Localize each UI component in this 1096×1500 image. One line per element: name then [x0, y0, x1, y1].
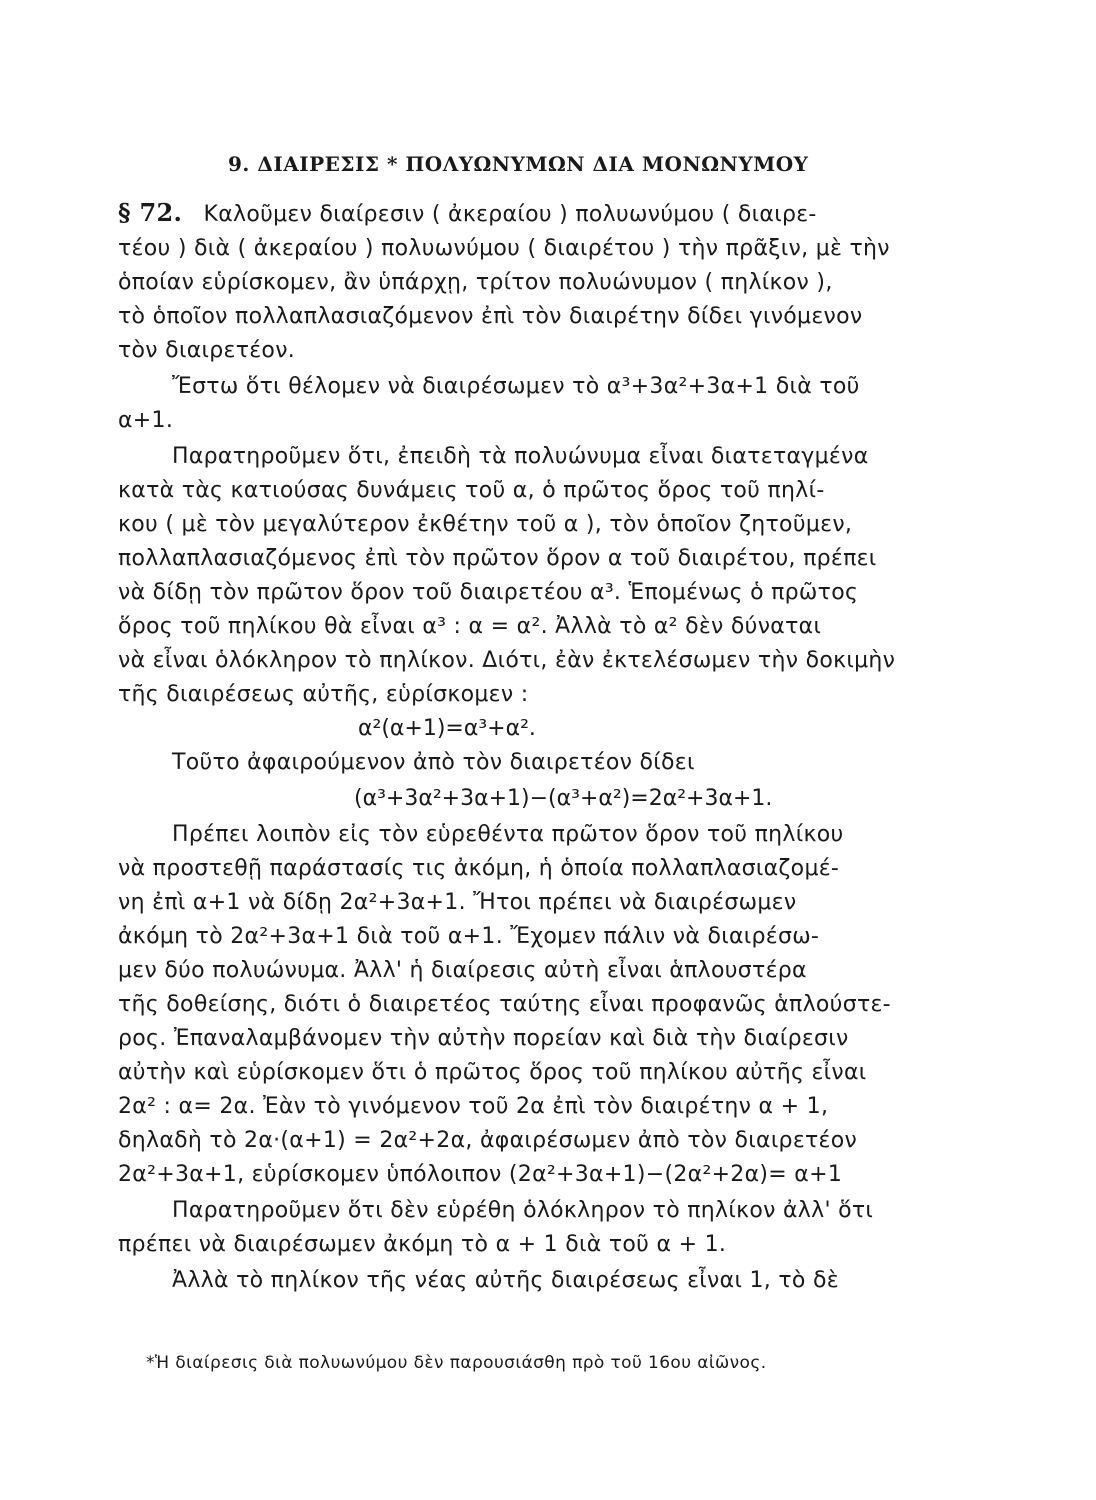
paragraph-line: Ἀλλὰ τὸ πηλίκον τῆς νέας αὐτῆς διαιρέσεως εἶναι 1, τὸ δὲ — [172, 1268, 839, 1293]
chapter-heading: 9. ΔΙΑΙΡΕΣΙΣ * ΠΟΛΥΩΝΥΜΩΝ ΔΙΑ ΜΟΝΩΝΥΜΟΥ — [228, 152, 809, 176]
paragraph-line: μεν δύο πολυώνυμα. Ἀλλ' ἡ διαίρεσις αὐτὴ εἶναι ἁπλουστέρα — [118, 958, 807, 983]
line-text: Καλοῦμεν διαίρεσιν ( ἀκεραίου ) πολυωνύμου ( διαιρε- — [203, 202, 817, 227]
paragraph-line: Παρατηροῦμεν ὅτι δὲν εὑρέθη ὁλόκληρον τὸ πηλίκον ἀλλ' ὅτι — [172, 1198, 874, 1223]
paragraph-line: τὸ ὁποῖον πολλαπλασιαζόμενον ἐπὶ τὸν διαιρέτην δίδει γινόμενον — [118, 304, 863, 329]
paragraph-line: τέου ) διὰ ( ἀκεραίου ) πολυωνύμου ( διαιρέτου ) τὴν πρᾶξιν, μὲ τὴν — [118, 236, 890, 261]
paragraph-line: Πρέπει λοιπὸν εἰς τὸν εὑρεθέντα πρῶτον ὅρον τοῦ πηλίκου — [172, 822, 844, 847]
paragraph-line: νὰ δίδῃ τὸν πρῶτον ὅρον τοῦ διαιρετέου α³. Ἑπομένως ὁ πρῶτος — [118, 580, 859, 605]
equation: (α³+3α²+3α+1)−(α³+α²)=2α²+3α+1. — [354, 786, 773, 811]
paragraph-line: νη ἐπὶ α+1 νὰ δίδῃ 2α²+3α+1. Ἤτοι πρέπει νὰ διαιρέσωμεν — [118, 890, 797, 915]
paragraph-line: πολλαπλασιαζόμενος ἐπὶ τὸν πρῶτον ὅρον α τοῦ διαιρέτου, πρέπει — [118, 546, 877, 571]
paragraph-line: πρέπει νὰ διαιρέσωμεν ἀκόμη τὸ α + 1 διὰ τοῦ α + 1. — [118, 1232, 727, 1257]
paragraph-line: α+1. — [118, 408, 174, 433]
section-number: § 72. — [118, 198, 183, 227]
paragraph-line: τῆς δοθείσης, διότι ὁ διαιρετέος ταύτης εἶναι προφανῶς ἁπλούστε- — [118, 992, 891, 1017]
paragraph-line — [118, 200, 938, 228]
paragraph-line: κατὰ τὰς κατιούσας δυνάμεις τοῦ α, ὁ πρῶτος ὅρος τοῦ πηλί- — [118, 478, 825, 503]
paragraph-line: ὅρος τοῦ πηλίκου θὰ εἶναι α³ : α = α². Ἀλλὰ τὸ α² δὲν δύναται — [118, 614, 822, 639]
paragraph-line: τῆς διαιρέσεως αὐτῆς, εὑρίσκομεν : — [118, 682, 529, 707]
paragraph-line: Τοῦτο ἀφαιρούμενον ἀπὸ τὸν διαιρετέον δίδει — [172, 750, 695, 775]
paragraph-line: 2α²+3α+1, εὑρίσκομεν ὑπόλοιπον (2α²+3α+1)−(2α²+2α)= α+1 — [118, 1162, 843, 1187]
paragraph-line: αὐτὴν καὶ εὑρίσκομεν ὅτι ὁ πρῶτος ὅρος τοῦ πηλίκου αὐτῆς εἶναι — [118, 1060, 867, 1085]
paragraph-line: νὰ προστεθῇ παράστασίς τις ἀκόμη, ἡ ὁποία πολλαπλασιαζομέ- — [118, 856, 840, 881]
paragraph-line: τὸν διαιρετέον. — [118, 338, 296, 363]
paragraph-line: ρος. Ἐπαναλαμβάνομεν τὴν αὐτὴν πορείαν καὶ διὰ τὴν διαίρεσιν — [118, 1026, 849, 1051]
paragraph-line: 2α² : α= 2α. Ἐὰν τὸ γινόμενον τοῦ 2α ἐπὶ τὸν διαιρέτην α + 1, — [118, 1094, 829, 1119]
paragraph-line: Ἔστω ὅτι θέλομεν νὰ διαιρέσωμεν τὸ α³+3α²+3α+1 διὰ τοῦ — [172, 374, 860, 399]
paragraph-line: Παρατηροῦμεν ὅτι, ἐπειδὴ τὰ πολυώνυμα εἶναι διατεταγμένα — [172, 444, 869, 469]
paragraph-line: νὰ εἶναι ὁλόκληρον τὸ πηλίκον. Διότι, ἐὰν ἐκτελέσωμεν τὴν δοκιμὴν — [118, 648, 896, 673]
paragraph-line: κου ( μὲ τὸν μεγαλύτερον ἐκθέτην τοῦ α ), τὸν ὁποῖον ζητοῦμεν, — [118, 512, 853, 537]
footnote: *Ἡ διαίρεσις διὰ πολυωνύμου δὲν παρουσιάσθη πρὸ τοῦ 16ου αἰῶνος. — [146, 1353, 767, 1373]
paragraph-line: ἀκόμη τὸ 2α²+3α+1 διὰ τοῦ α+1. Ἔχομεν πάλιν νὰ διαιρέσω- — [118, 924, 820, 949]
paragraph-line: δηλαδὴ τὸ 2α·(α+1) = 2α²+2α, ἀφαιρέσωμεν ἀπὸ τὸν διαιρετέον — [118, 1128, 858, 1153]
paragraph-line: ὁποίαν εὑρίσκομεν, ἂν ὑπάρχῃ, τρίτον πολυώνυμον ( πηλίκον ), — [118, 270, 833, 295]
equation: α²(α+1)=α³+α². — [358, 716, 536, 741]
